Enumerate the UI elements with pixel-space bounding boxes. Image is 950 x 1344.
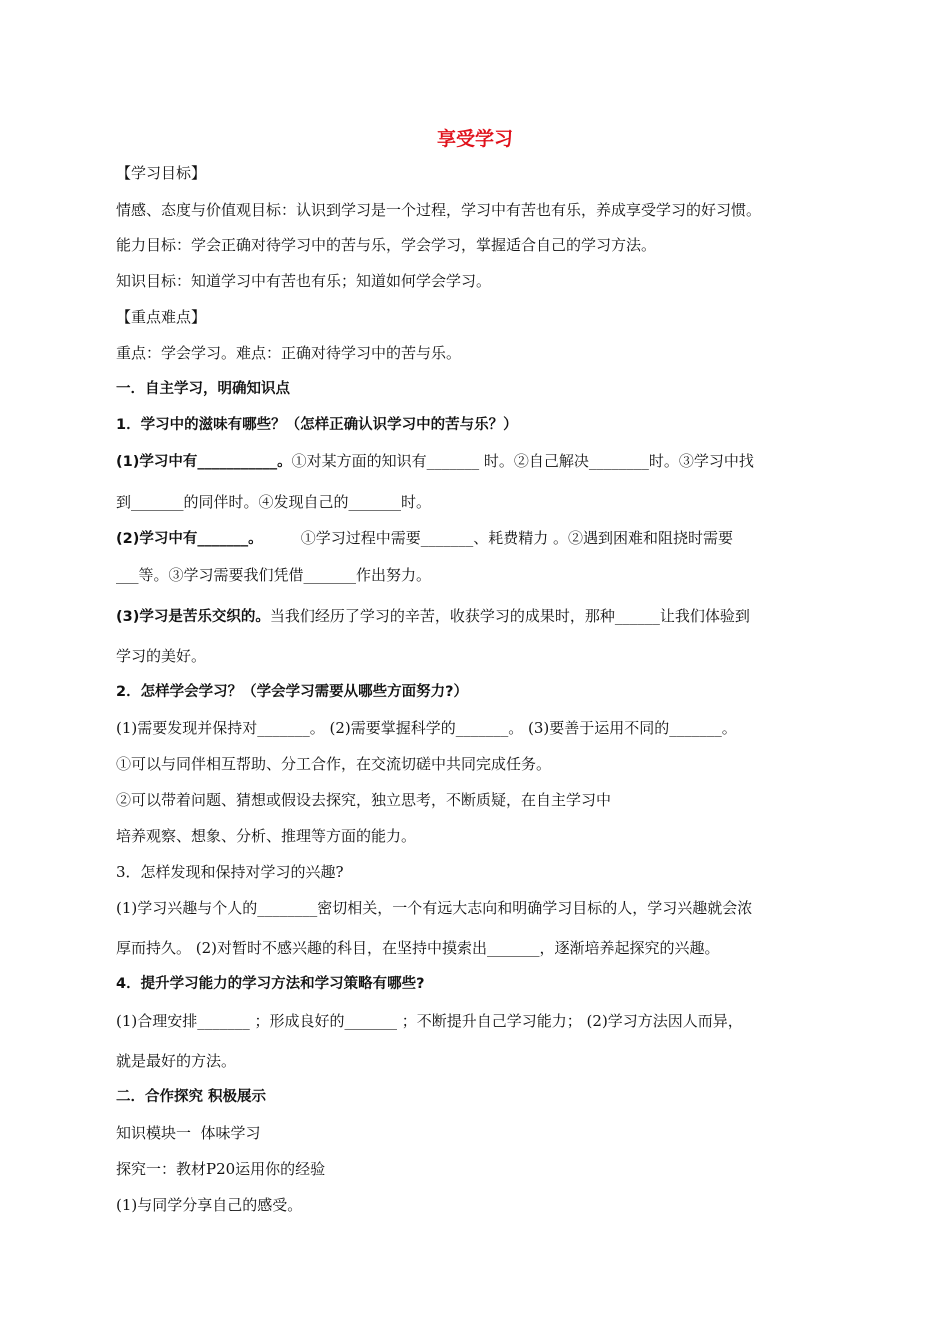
q3-item-1: (1)学习兴趣与个人的________密切相关，一个有远大志向和明确学习目标的人，学习兴趣就会浓 — [116, 899, 753, 917]
q1-item-1 — [116, 451, 754, 472]
section-heading-keypoints: 【重点难点】 — [116, 308, 207, 326]
q1-item-3-text: 当我们经历了学习的辛苦，收获学习的成果时，那种______让我们体验到 — [269, 607, 750, 625]
q1-item-1-cont: 到_______的同伴时。④发现自己的_______时。 — [116, 493, 432, 511]
q1-item-2 — [116, 528, 733, 549]
q1-item-3-cont: 学习的美好。 — [116, 647, 207, 665]
goal-emotion: 情感、态度与价值观目标：认识到学习是一个过程，学习中有苦也有乐，养成享受学习的好习惯。 — [116, 201, 762, 219]
q1-item-1-lead: (1)学习中有___________。 — [116, 454, 292, 470]
q2-note-1: ①可以与同伴相互帮助、分工合作，在交流切磋中共同完成任务。 — [116, 755, 552, 773]
section-heading-goals: 【学习目标】 — [116, 164, 207, 182]
explore-one-item-1: (1)与同学分享自己的感受。 — [116, 1196, 303, 1214]
q1-item-1-text: ①对某方面的知识有_______ 时。②自己解决________时。③学习中找 — [291, 452, 754, 470]
q2-items: (1)需要发现并保持对_______。 (2)需要掌握科学的_______。 (3)要善于运用不同的_______。 — [116, 719, 737, 737]
q1-item-3-lead: (3)学习是苦乐交织的。 — [116, 609, 270, 625]
question-2: 2．怎样学会学习？（学会学习需要从哪些方面努力?） — [116, 684, 468, 700]
question-4: 4．提升学习能力的学习方法和学习策略有哪些? — [116, 976, 425, 992]
q4-items-cont: 就是最好的方法。 — [116, 1052, 237, 1070]
part-one-heading: 一．自主学习，明确知识点 — [116, 381, 290, 397]
goal-knowledge: 知识目标：知道学习中有苦也有乐；知道如何学会学习。 — [116, 272, 492, 290]
question-3: 3．怎样发现和保持对学习的兴趣? — [116, 863, 344, 881]
goal-ability: 能力目标：学会正确对待学习中的苦与乐，学会学习，掌握适合自己的学习方法。 — [116, 236, 657, 254]
question-1: 1．学习中的滋味有哪些？（怎样正确认识学习中的苦与乐？） — [116, 417, 518, 433]
q3-item-2: 厚而持久。 (2)对暂时不感兴趣的科目，在坚持中摸索出_______，逐渐培养起探究的兴趣。 — [116, 939, 720, 957]
q2-note-2: ②可以带着问题、猜想或假设去探究，独立思考，不断质疑，在自主学习中 — [116, 791, 612, 809]
q1-item-2-text: ①学习过程中需要_______、耗费精力 。②遇到困难和阻挠时需要 — [262, 529, 734, 547]
page-title: 享受学习 — [436, 128, 513, 150]
q2-note-2-cont: 培养观察、想象、分析、推理等方面的能力。 — [116, 827, 417, 845]
keypoints-text: 重点：学会学习。难点：正确对待学习中的苦与乐。 — [116, 344, 462, 362]
q1-item-2-cont: ___等。③学习需要我们凭借_______作出努力。 — [116, 566, 432, 584]
q1-item-3 — [116, 606, 750, 627]
part-two-heading: 二．合作探究 积极展示 — [116, 1089, 267, 1105]
q1-item-2-lead: (2)学习中有_______。 — [116, 531, 263, 547]
q4-items: (1)合理安排_______ ；形成良好的_______ ；不断提升自己学习能力； (2)学习方法因人而异， — [116, 1012, 743, 1030]
module-one-heading: 知识模块一 体味学习 — [116, 1124, 261, 1142]
explore-one: 探究一：教材P20运用你的经验 — [116, 1160, 326, 1178]
